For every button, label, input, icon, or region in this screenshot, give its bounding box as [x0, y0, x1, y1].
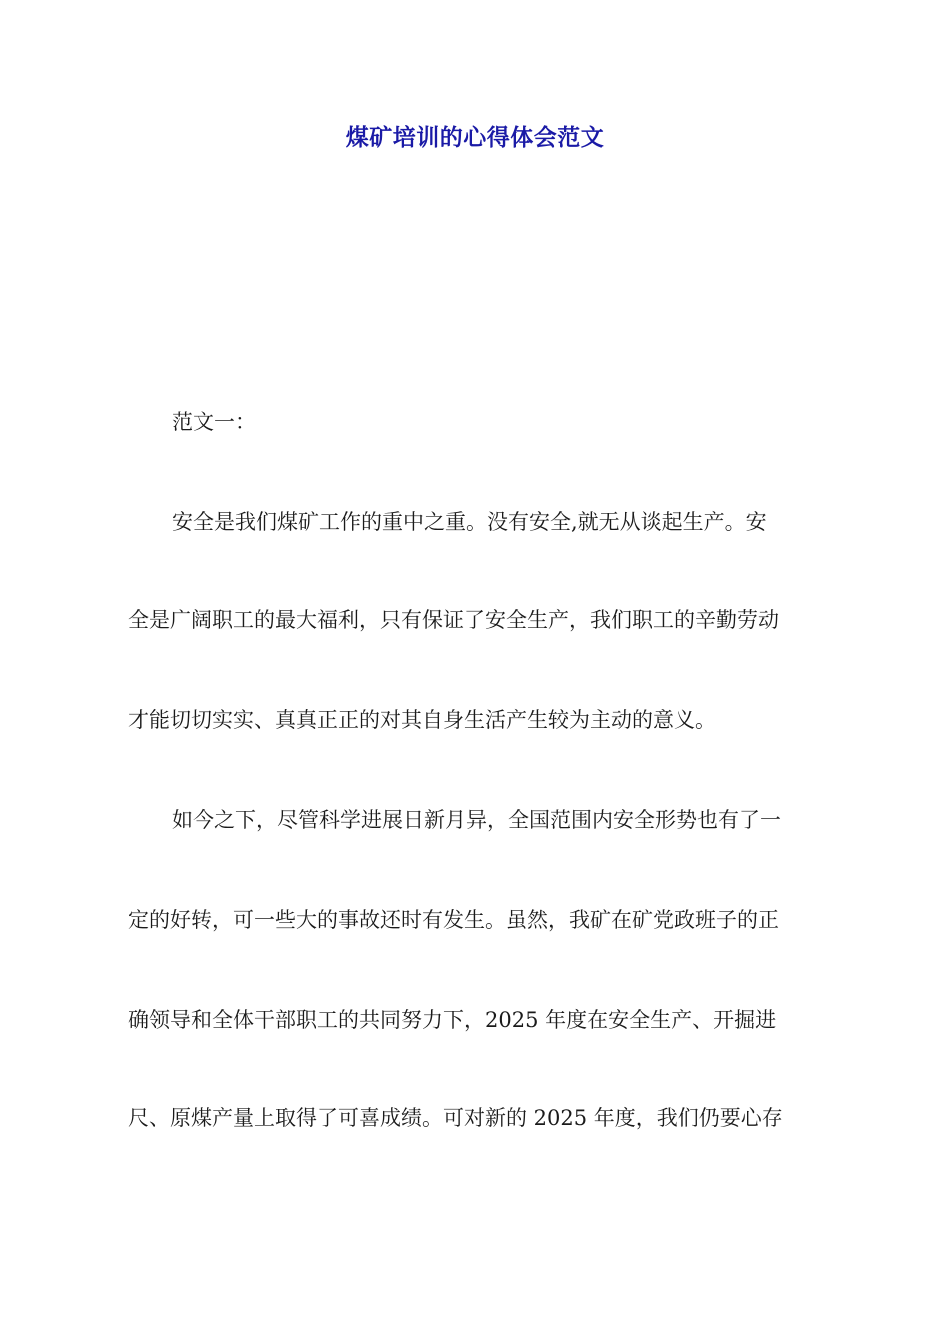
paragraph-line: 确领导和全体干部职工的共同努力下，2025 年度在安全生产、开掘进 — [128, 1008, 777, 1032]
paragraph-line: 才能切切实实、真真正正的对其自身生活产生较为主动的意义。 — [128, 708, 716, 732]
paragraph-line: 安全是我们煤矿工作的重中之重。没有安全,就无从谈起生产。安 — [172, 510, 767, 534]
document-title: 煤矿培训的心得体会范文 — [345, 125, 605, 151]
paragraph-line: 全是广阔职工的最大福利，只有保证了安全生产，我们职工的辛勤劳动 — [128, 608, 779, 632]
section-heading: 范文一： — [172, 410, 256, 434]
paragraph-line: 定的好转，可一些大的事故还时有发生。虽然，我矿在矿党政班子的正 — [128, 908, 779, 932]
paragraph-line: 如今之下，尽管科学进展日新月异，全国范围内安全形势也有了一 — [172, 808, 781, 832]
paragraph-line: 尺、原煤产量上取得了可喜成绩。可对新的 2025 年度，我们仍要心存 — [128, 1106, 783, 1130]
